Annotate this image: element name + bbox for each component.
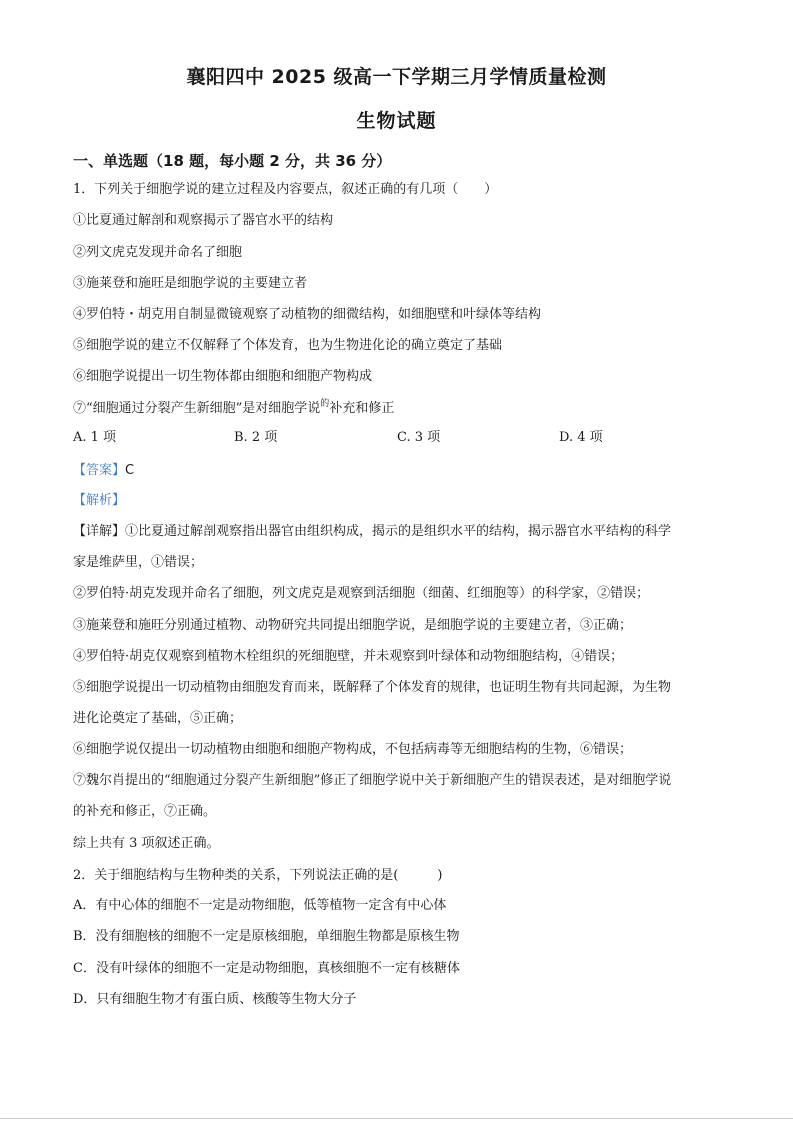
detail-line-5: ④罗伯特·胡克仅观察到植物木栓组织的死细胞壁，并未观察到叶绿体和动物细胞结构，④错误； xyxy=(73,649,624,664)
exam-title: 襄阳四中 2025 级高一下学期三月学情质量检测 xyxy=(186,66,607,88)
q1-option-a: A. 1 项 xyxy=(73,430,117,445)
q2-option-b: B．没有细胞核的细胞不一定是原核细胞，单细胞生物都是原核生物 xyxy=(73,929,460,944)
q2-option-a: A．有中心体的细胞不一定是动物细胞，低等植物一定含有中心体 xyxy=(73,898,447,913)
q1-statement-5: ⑤细胞学说的建立不仅解释了个体发育，也为生物进化论的确立奠定了基础 xyxy=(73,338,503,353)
q1-option-d: D. 4 项 xyxy=(559,430,603,445)
detail-line-4: ③施莱登和施旺分别通过植物、动物研究共同提出细胞学说，是细胞学说的主要建立者，③正确； xyxy=(73,618,633,633)
q1-statement-7-text-b: 补充和修正 xyxy=(329,401,395,416)
q1-stem: 1．下列关于细胞学说的建立过程及内容要点，叙述正确的有几项（ ） xyxy=(73,182,498,197)
analysis-label: 【解析】 xyxy=(73,493,126,508)
section-heading: 一、单选题（18 题，每小题 2 分，共 36 分） xyxy=(73,152,392,170)
answer-label: 【答案】 xyxy=(73,463,126,478)
q1-statement-3: ③施莱登和施旺是细胞学说的主要建立者 xyxy=(73,276,308,291)
q1-statement-2: ②列文虎克发现并命名了细胞 xyxy=(73,245,243,260)
page-bottom-divider xyxy=(0,1118,793,1119)
detail-line-3: ②罗伯特·胡克发现并命名了细胞，列文虎克是观察到活细胞（细菌、红细胞等）的科学家，②错误； xyxy=(73,586,650,601)
q1-option-b: B. 2 项 xyxy=(234,430,278,445)
detail-line-7: 进化论奠定了基础，⑤正确； xyxy=(73,711,243,726)
q1-option-c: C. 3 项 xyxy=(397,430,441,445)
q1-statement-7 xyxy=(73,400,394,419)
detail-line-6: ⑤细胞学说提出一切动植物由细胞发育而来，既解释了个体发育的规律，也证明生物有共同起源，为生物 xyxy=(73,680,672,695)
q1-statement-4: ④罗伯特・胡克用自制显微镜观察了动植物的细微结构，如细胞壁和叶绿体等结构 xyxy=(73,307,542,322)
q2-option-d: D．只有细胞生物才有蛋白质、核酸等生物大分子 xyxy=(73,992,357,1007)
exam-subtitle: 生物试题 xyxy=(356,110,437,132)
q2-option-c: C．没有叶绿体的细胞不一定是动物细胞，真核细胞不一定有核糖体 xyxy=(73,961,460,976)
detail-line-8: ⑥细胞学说仅提出一切动植物由细胞和细胞产物构成，不包括病毒等无细胞结构的生物，⑥错误； xyxy=(73,742,633,757)
q1-statement-7-text-a: ⑦“细胞通过分裂产生新细胞”是对细胞学说 xyxy=(73,401,321,416)
detail-line-1: 【详解】①比夏通过解剖观察指出器官由组织构成，揭示的是组织水平的结构，揭示器官水平结构的科学 xyxy=(73,524,672,539)
q1-statement-1: ①比夏通过解剖和观察揭示了器官水平的结构 xyxy=(73,213,334,228)
detail-line-11: 综上共有 3 项叙述正确。 xyxy=(73,836,220,851)
detail-line-2: 家是维萨里，①错误； xyxy=(73,555,204,570)
detail-line-10: 的补充和修正，⑦正确。 xyxy=(73,804,217,819)
q1-statement-7-superscript: 的 xyxy=(320,399,330,409)
detail-line-9: ⑦魏尔肖提出的“细胞通过分裂产生新细胞”修正了细胞学说中关于新细胞产生的错误表述，是对细胞学说 xyxy=(73,773,672,788)
q2-stem: 2．关于细胞结构与生物种类的关系，下列说法正确的是( ) xyxy=(73,868,443,883)
answer-value: C xyxy=(125,463,135,478)
q1-statement-6: ⑥细胞学说提出一切生物体都由细胞和细胞产物构成 xyxy=(73,369,373,384)
q1-answer xyxy=(73,462,134,480)
